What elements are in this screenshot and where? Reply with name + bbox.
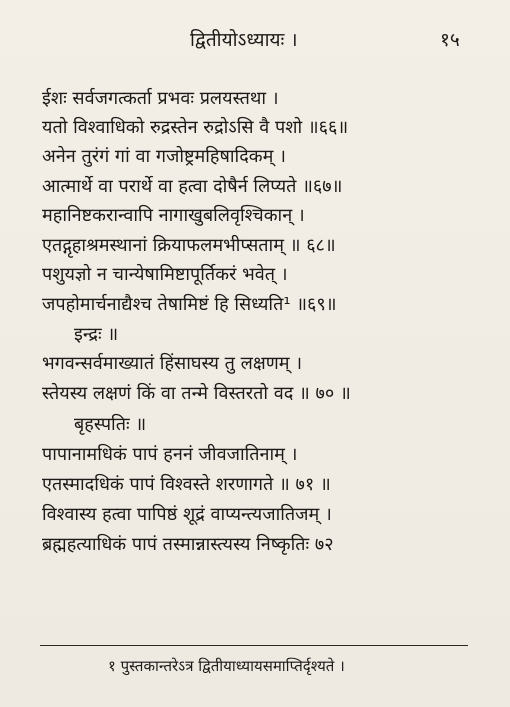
verse-line: आत्मार्थे वा परार्थे वा हत्वा दोषैर्न लिप्यते ॥६७॥	[42, 176, 343, 197]
speaker-heading: बृहस्पतिः ॥	[74, 414, 147, 435]
verse-line: महानिष्टकरान्वापि नागाखुबलिवृश्चिकान् ।	[42, 205, 305, 226]
verse-line: एतस्मादधिकं पापं विश्वस्ते शरणागते ॥ ७१ ॥	[42, 474, 331, 495]
footnote: १ पुस्तकान्तरेऽत्र द्वितीयाध्यायसमाप्तिर्दृश्यते ।	[108, 657, 345, 675]
verse-line: स्तेयस्य लक्षणं किं वा तन्मे विस्तरतो वद ॥ ७० ॥	[42, 383, 351, 404]
verse-line: ब्रह्महत्याधिकं पापं तस्मान्नास्त्यस्य निष्कृतिः ७२	[42, 534, 334, 555]
chapter-title: द्वितीयोऽध्यायः ।	[190, 29, 298, 51]
page-header	[0, 24, 510, 54]
verse-line: पापानामधिकं पापं हननं जीवजातिनाम् ।	[42, 444, 298, 465]
verse-line: यतो विश्वाधिको रुद्रस्तेन रुद्रोऽसि वै पशो ॥६६॥	[42, 117, 349, 138]
verse-line: अनेन तुरंगं गां वा गजोष्ट्रमहिषादिकम् ।	[42, 146, 286, 167]
verse-line: एतद्गृहाश्रमस्थानां क्रियाफलमभीप्सताम् ॥ ६८॥	[42, 235, 336, 256]
verse-line: विश्वास्य हत्वा पापिष्ठं शूद्रं वाप्यन्त्यजातिजम् ।	[42, 504, 332, 525]
footnote-divider	[40, 645, 468, 646]
page-number: १५	[440, 29, 460, 51]
verse-line: भगवन्सर्वमाख्यातं हिंसाघस्य तु लक्षणम् ।	[42, 353, 303, 374]
verse-line: ईशः सर्वजगत्कर्ता प्रभवः प्रलयस्तथा ।	[42, 88, 279, 109]
speaker-heading: इन्द्रः ॥	[74, 324, 119, 345]
verse-line: जपहोमार्चनाद्यैश्च तेषामिष्टं हि सिध्यति¹ ॥६९॥	[42, 294, 337, 315]
verse-line: पशुयज्ञो न चान्येषामिष्टापूर्तिकरं भवेत् ।	[42, 264, 288, 285]
